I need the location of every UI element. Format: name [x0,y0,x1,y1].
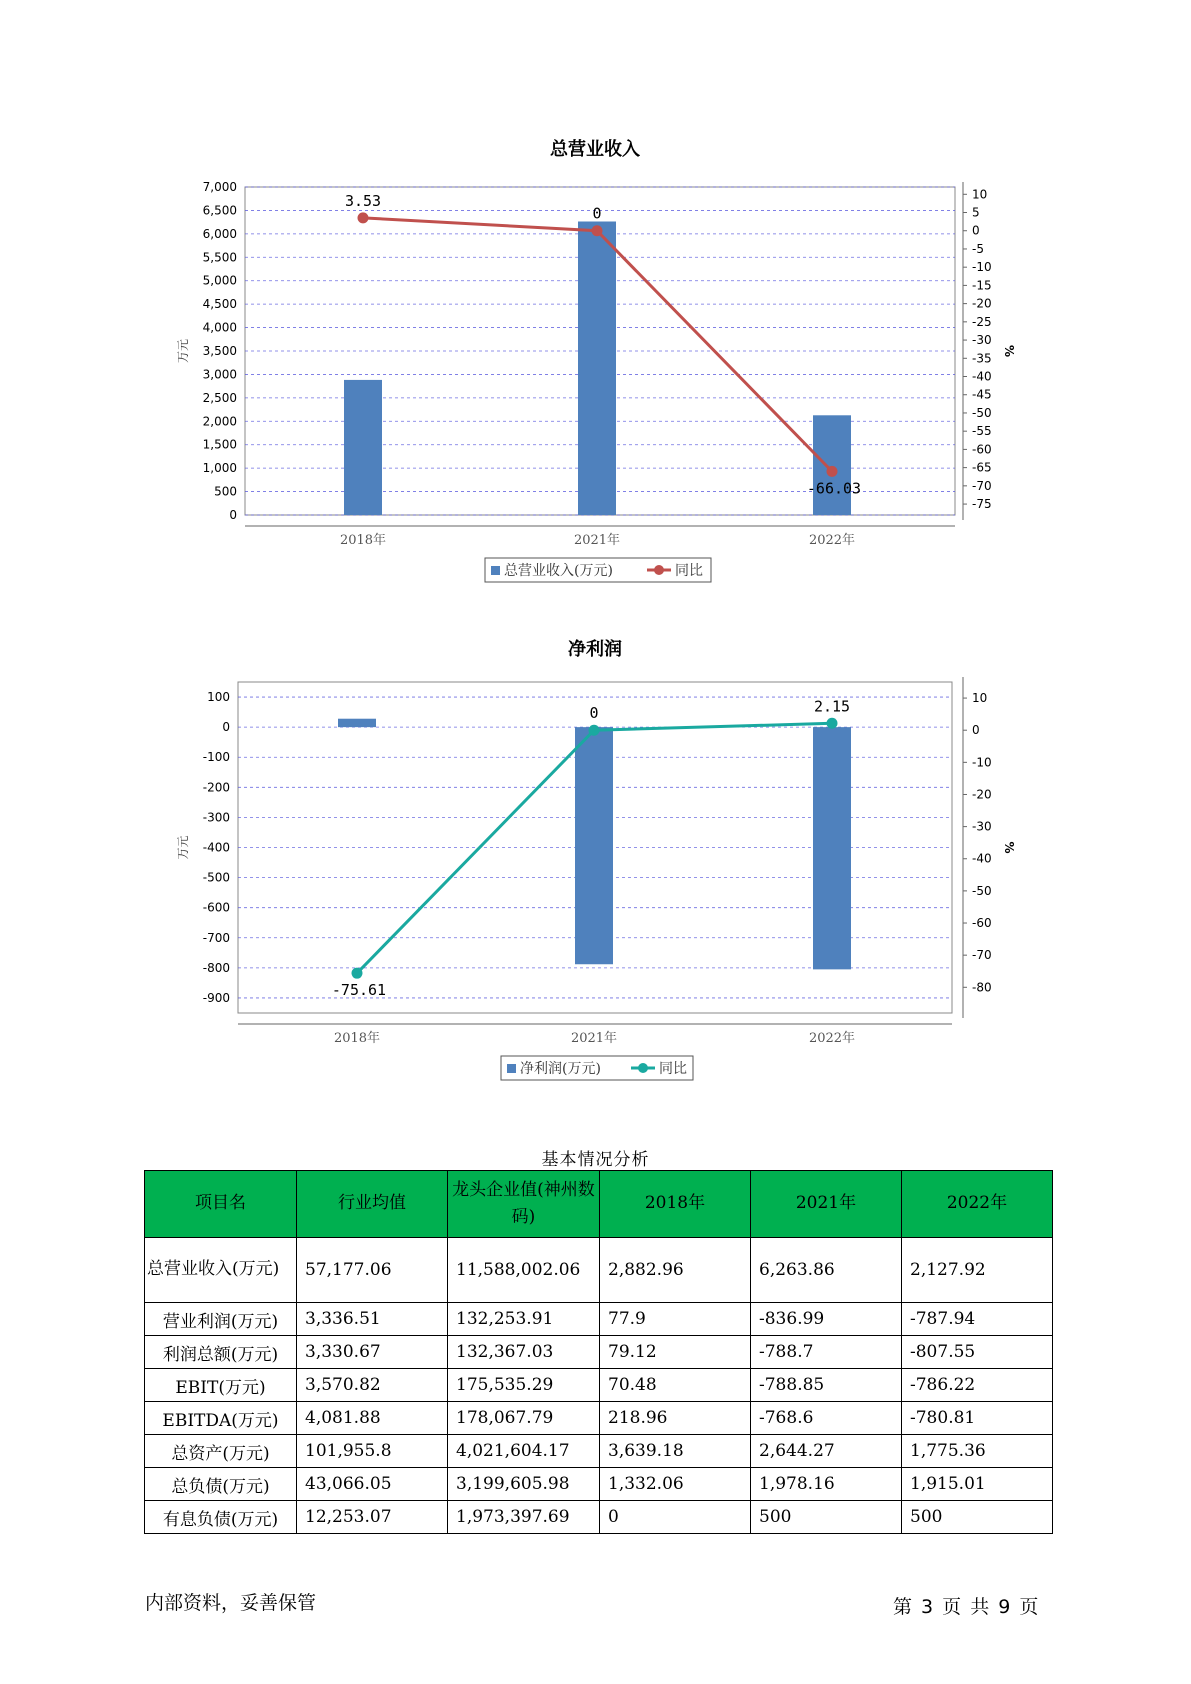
y-tick-label: -600 [202,900,230,915]
revenue-chart [0,130,1191,600]
y-right-tick-label: -30 [972,819,992,834]
cell-value: 132,253.91 [448,1303,600,1336]
footer-page-number: 第 3 页 共 9 页 [893,1596,1039,1618]
cell-value: -807.55 [902,1336,1053,1369]
cell-value: 1,978.16 [751,1468,902,1501]
legend-bar-label: 净利润(万元) [520,1061,601,1077]
x-tick-label: 2021年 [570,1031,618,1046]
bar [578,221,616,515]
cell-value: 77.9 [600,1303,751,1336]
row-name: 总负债(万元) [145,1468,297,1501]
cell-value: 132,367.03 [448,1336,600,1369]
cell-value: 57,177.06 [297,1238,448,1303]
y-tick-label: -900 [202,990,230,1005]
y-right-tick-label: -10 [972,260,992,275]
y-right-tick-label: -50 [972,405,992,420]
y-tick-label: 100 [207,690,230,705]
cell-value: -780.81 [902,1402,1053,1435]
y-tick-label: 1,500 [202,437,237,452]
cell-value: 1,332.06 [600,1468,751,1501]
legend-bar-swatch [507,1064,516,1073]
y-right-tick-label: -55 [972,424,992,439]
table-header-row [145,1171,1053,1238]
y-right-tick-label: -60 [972,442,992,457]
y-right-tick-label: -20 [972,787,992,802]
cell-value: -788.7 [751,1336,902,1369]
x-tick-label: 2018年 [333,1031,381,1046]
table-row [145,1435,1053,1468]
table-row [145,1369,1053,1402]
y-right-axis-label: % [1002,344,1016,358]
cell-value: -787.94 [902,1303,1053,1336]
x-tick-label: 2022年 [808,533,856,548]
cell-value: 3,199,605.98 [448,1468,600,1501]
cell-value: 178,067.79 [448,1402,600,1435]
table-row [145,1501,1053,1534]
cell-value: 3,336.51 [297,1303,448,1336]
legend-line-label: 同比 [675,563,703,579]
y-right-tick-label: -10 [972,755,992,770]
table-row [145,1238,1053,1303]
y-axis-label: 万元 [176,338,190,364]
y-tick-label: 5,500 [202,250,237,265]
cell-value: 6,263.86 [751,1238,902,1303]
y-right-tick-label: -30 [972,333,992,348]
cell-value: 2,644.27 [751,1435,902,1468]
cell-value: 3,570.82 [297,1369,448,1402]
y-right-tick-label: 10 [972,691,988,706]
y-right-tick-label: -40 [972,369,992,384]
cell-value: 70.48 [600,1369,751,1402]
y-tick-label: 2,000 [202,414,237,429]
cell-value: 4,081.88 [297,1402,448,1435]
x-tick-label: 2018年 [339,533,387,548]
data-label: 2.15 [813,697,851,716]
x-tick-label: 2021年 [573,533,621,548]
cell-value: 175,535.29 [448,1369,600,1402]
y-tick-label: 500 [214,484,237,499]
y-right-tick-label: 10 [972,187,988,202]
cell-value: 2,127.92 [902,1238,1053,1303]
y-tick-label: 7,000 [202,180,237,194]
line-point [592,225,603,236]
header-cell: 2021年 [751,1171,902,1238]
legend-bar-label: 总营业收入(万元) [504,563,613,579]
y-right-tick-label: -50 [972,883,992,898]
y-tick-label: -200 [202,780,230,795]
y-tick-label: -100 [202,750,230,765]
bar [813,727,851,969]
cell-value: 79.12 [600,1336,751,1369]
x-tick-label: 2022年 [808,1031,856,1046]
cell-value: -836.99 [751,1303,902,1336]
legend-line-marker [638,1063,648,1073]
y-right-tick-label: 0 [972,223,980,238]
line-point [827,466,838,477]
table-row [145,1468,1053,1501]
y-tick-label: 3,000 [202,367,237,382]
cell-value: 4,021,604.17 [448,1435,600,1468]
line-point [358,212,369,223]
cell-value: 500 [751,1501,902,1534]
legend-line-label: 同比 [659,1061,687,1077]
y-tick-label: 4,500 [202,297,237,312]
row-name: 利润总额(万元) [145,1336,297,1369]
y-right-tick-label: 0 [972,723,980,738]
cell-value: 101,955.8 [297,1435,448,1468]
cell-value: 2,882.96 [600,1238,751,1303]
y-tick-label: 5,000 [202,273,237,288]
y-tick-label: 0 [229,508,237,522]
table-row [145,1336,1053,1369]
row-name: 营业利润(万元) [145,1303,297,1336]
y-right-tick-label: -25 [972,314,992,329]
y-right-tick-label: -20 [972,296,992,311]
net-profit-chart [0,630,1191,1090]
cell-value: -786.22 [902,1369,1053,1402]
y-right-tick-label: -40 [972,851,992,866]
basic-analysis-table [144,1170,1053,1534]
table-row [145,1402,1053,1435]
chart-title: 总营业收入 [550,139,640,160]
data-label: -75.61 [331,981,387,1000]
cell-value: 0 [600,1501,751,1534]
header-cell: 行业均值 [297,1171,448,1238]
y-right-tick-label: -65 [972,460,992,475]
y-tick-label: 4,000 [202,320,237,335]
y-axis-label: 万元 [176,835,190,860]
legend-line-marker [654,565,664,575]
y-right-tick-label: -5 [972,241,984,256]
line-point [589,725,600,736]
row-name: 有息负债(万元) [145,1501,297,1534]
cell-value: 43,066.05 [297,1468,448,1501]
y-tick-label: 6,000 [202,226,237,241]
header-cell: 项目名 [145,1171,297,1238]
y-right-tick-label: -60 [972,916,992,931]
row-name: EBITDA(万元) [145,1402,297,1435]
cell-value: 3,639.18 [600,1435,751,1468]
cell-value: 11,588,002.06 [448,1238,600,1303]
row-name: 总营业收入(万元) [145,1238,297,1303]
line-point [352,968,363,979]
y-right-tick-label: -80 [972,980,992,995]
table-row [145,1303,1053,1336]
header-cell: 龙头企业值(神州数码) [448,1171,600,1238]
y-tick-label: 3,500 [202,344,237,358]
y-tick-label: -400 [202,840,230,855]
data-label: 0 [592,204,602,223]
cell-value: -788.85 [751,1369,902,1402]
y-tick-label: -800 [202,960,230,975]
cell-value: 1,915.01 [902,1468,1053,1501]
y-tick-label: -700 [202,930,230,945]
y-tick-label: -500 [202,870,230,885]
row-name: EBIT(万元) [145,1369,297,1402]
line-point [827,718,838,729]
bar [575,727,613,964]
cell-value: 218.96 [600,1402,751,1435]
row-name: 总资产(万元) [145,1435,297,1468]
table-caption: 基本情况分析 [541,1150,650,1170]
chart-title: 净利润 [568,639,622,660]
cell-value: 1,973,397.69 [448,1501,600,1534]
y-right-tick-label: -70 [972,478,992,493]
y-right-tick-label: -15 [972,278,992,293]
cell-value: 3,330.67 [297,1336,448,1369]
y-tick-label: 0 [222,720,230,735]
bar [338,719,376,727]
cell-value: 1,775.36 [902,1435,1053,1468]
data-label: -66.03 [806,479,862,498]
y-tick-label: 1,000 [202,461,237,476]
y-right-tick-label: -75 [972,497,992,512]
y-right-tick-label: -70 [972,948,992,963]
bar [344,380,382,515]
legend-bar-swatch [491,566,500,575]
y-right-tick-label: -45 [972,387,992,402]
data-label: 3.53 [344,191,382,210]
header-cell: 2018年 [600,1171,751,1238]
y-right-tick-label: 5 [972,205,980,220]
y-right-axis-label: % [1002,841,1016,854]
cell-value: -768.6 [751,1402,902,1435]
cell-value: 12,253.07 [297,1501,448,1534]
header-cell: 2022年 [902,1171,1053,1238]
bar [813,415,851,515]
y-right-tick-label: -35 [972,351,992,366]
y-tick-label: 2,500 [202,390,237,405]
cell-value: 500 [902,1501,1053,1534]
y-tick-label: -300 [202,810,230,825]
y-tick-label: 6,500 [202,203,237,218]
data-label: 0 [589,704,599,723]
footer-confidential-note: 内部资料，妥善保管 [145,1592,317,1614]
